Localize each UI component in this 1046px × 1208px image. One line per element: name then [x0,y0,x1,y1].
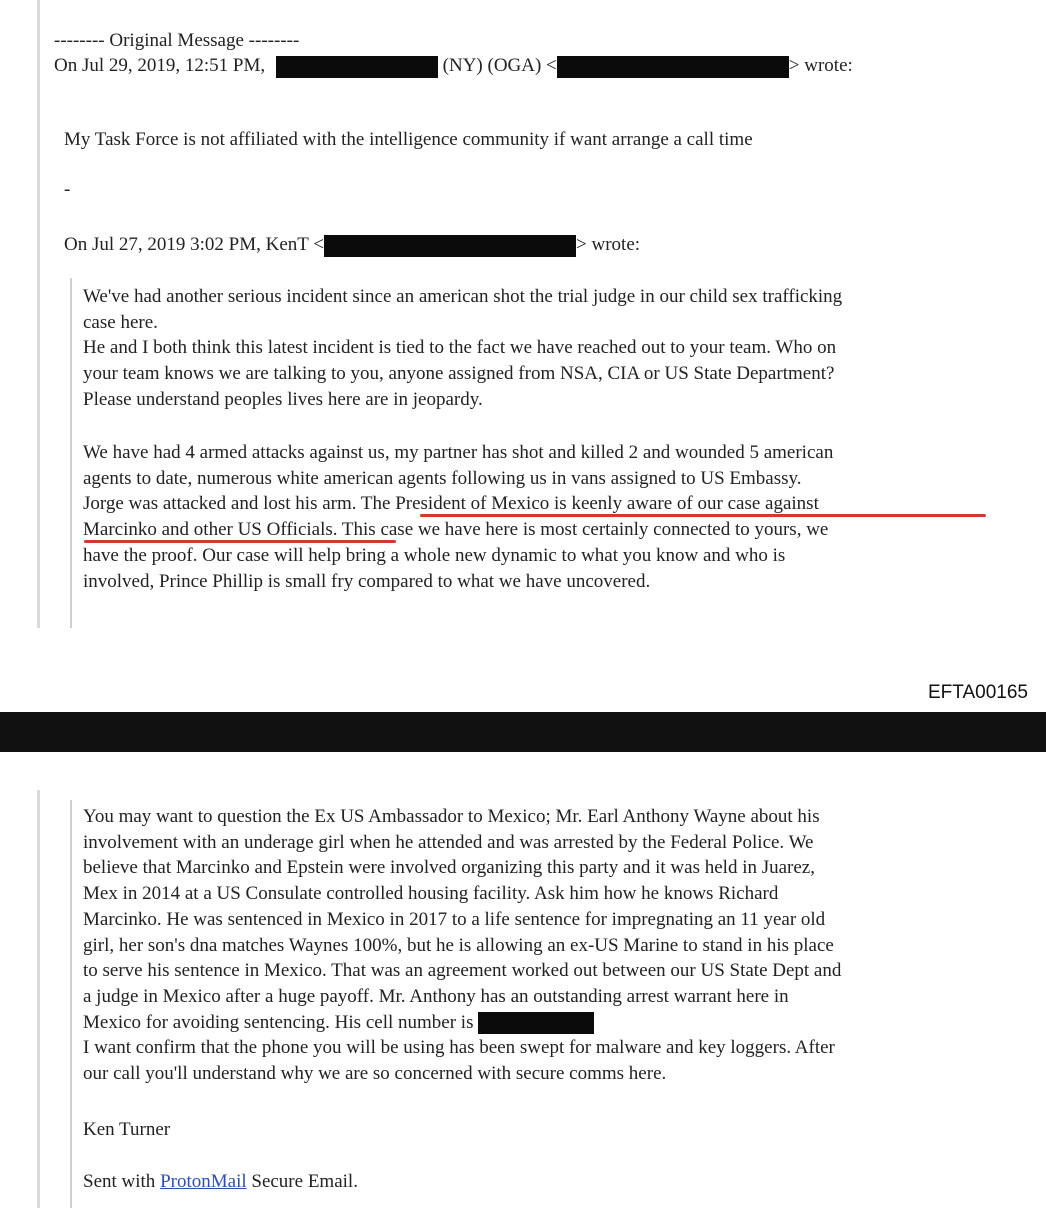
text-line: Jorge was attacked and lost his arm. The President of Mexico is keenly aware of our case against [83,493,819,515]
highlight-underline [420,514,986,517]
text-line: girl, her son's dna matches Waynes 100%, but he is allowing an ex-US Marine to stand in his place [83,934,834,956]
page2-paragraph [83,804,841,1087]
text-line: Marcinko. He was sentenced in Mexico in 2017 to a life sentence for impregnating an 11 year old [83,908,826,930]
quoted-header-line [64,232,640,258]
original-message-divider: -------- Original Message -------- [54,30,300,51]
text-line: agents to date, numerous white american agents following us in vans assigned to US Embassy. [83,467,802,489]
quote-bar [70,278,72,628]
quoted-date: On Jul 27, 2019 3:02 PM, KenT < [64,234,325,255]
text-line: We've had another serious incident since an american shot the trial judge in our child sex trafficking [83,286,843,307]
left-margin-rule [37,790,40,1208]
redacted-cell-number [478,1012,594,1034]
text-line-with-redaction [83,1010,841,1036]
quoted-paragraph-1 [83,284,842,413]
page-separator-band [0,712,1046,752]
text-line: your team knows we are talking to you, anyone assigned from NSA, CIA or US State Department? [83,363,835,385]
text-line: You may want to question the Ex US Ambassador to Mexico; Mr. Earl Anthony Wayne about his [83,806,820,827]
text-line: Marcinko and other US Officials. This case we have here is most certainly connected to yours, we [83,519,829,541]
sent-with-line [83,1169,358,1195]
reply-body: My Task Force is not affiliated with the intelligence community if want arrange a call time [64,129,753,150]
reply-wrote: > wrote: [788,55,853,76]
text-line: involvement with an underage girl when he attended and was arrested by the Federal Police. We [83,831,814,853]
reply-org: (NY) (OGA) < [442,55,557,76]
reply-dash: - [64,179,71,200]
quote-bar [70,800,72,1208]
highlight-underline [84,540,396,543]
sent-prefix: Sent with [83,1171,156,1192]
signature-name: Ken Turner [83,1119,171,1140]
text-line: involved, Prince Phillip is small fry compared to what we have uncovered. [83,570,651,592]
quoted-wrote: > wrote: [576,234,641,255]
reply-date: On Jul 29, 2019, 12:51 PM, [54,55,266,76]
text-line: believe that Marcinko and Epstein were involved organizing this party and it was held in Juarez, [83,857,815,879]
text-line: He and I both think this latest incident is tied to the fact we have reached out to your team. Who on [83,337,837,359]
text-line: I want confirm that the phone you will be using has been swept for malware and key loggers. After [83,1037,835,1059]
reply-header-line [54,53,853,79]
redacted-sender-email [557,56,789,78]
text-line: to serve his sentence in Mexico. That was an agreement worked out between our US State Dept and [83,960,842,982]
left-margin-rule [37,0,40,628]
quoted-paragraph-2 [83,440,833,594]
page-id-stamp: EFTA00165 [928,682,1028,703]
text-line: have the proof. Our case will help bring a whole new dynamic to what you know and who is [83,544,786,566]
text-line: case here. [83,311,158,333]
text-line: Mex in 2014 at a US Consulate controlled housing facility. Ask him how he knows Richard [83,883,779,905]
redacted-sender-name [276,56,438,78]
text-line: Please understand peoples lives here are in jeopardy. [83,388,483,410]
sent-suffix: Secure Email. [251,1171,358,1192]
text-line: a judge in Mexico after a huge payoff. Mr. Anthony has an outstanding arrest warrant here in [83,985,789,1007]
redacted-kent-email [324,235,576,257]
text-line: We have had 4 armed attacks against us, my partner has shot and killed 2 and wounded 5 american [83,442,834,463]
text-line: our call you'll understand why we are so concerned with secure comms here. [83,1063,667,1085]
protonmail-link[interactable]: ProtonMail [160,1171,247,1192]
cell-number-label: Mexico for avoiding sentencing. His cell number is [83,1011,474,1033]
